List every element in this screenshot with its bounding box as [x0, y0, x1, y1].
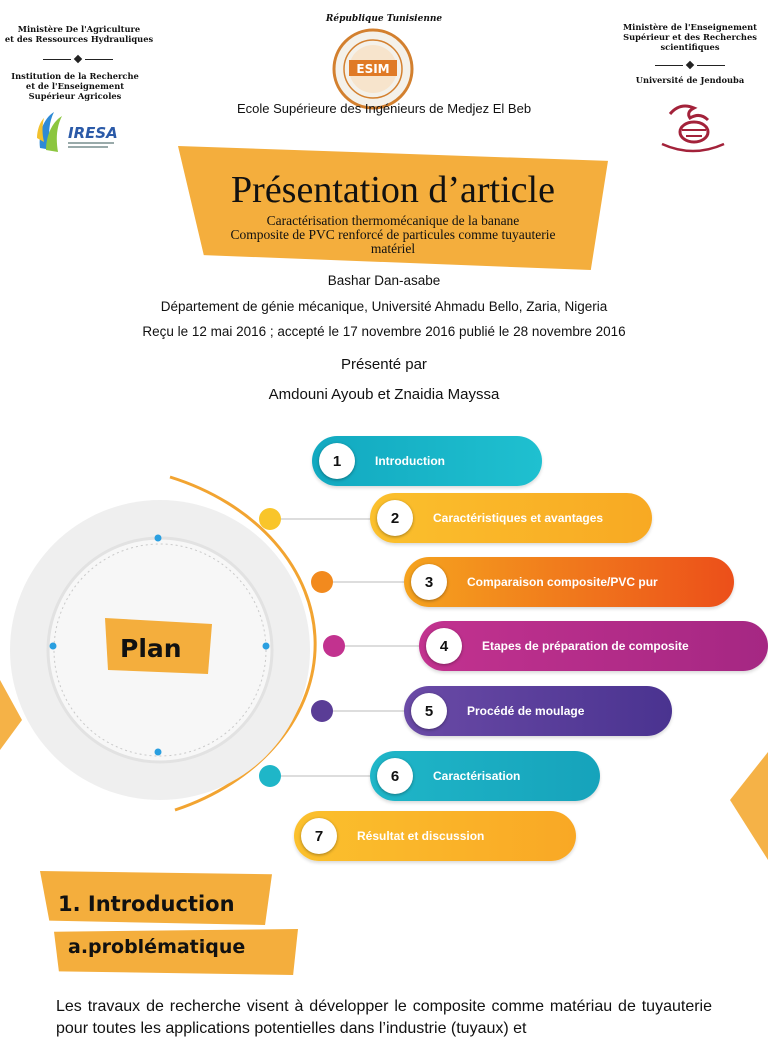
section-heading: 1. Introduction — [58, 892, 235, 916]
jendouba-logo — [656, 100, 730, 160]
section-body-text: Les travaux de recherche visent à développer le composite comme matériau de tuyauterie pour toutes les applications potentielles dans l’industrie (tuyaux) et — [56, 998, 712, 1037]
arc-dot-2 — [259, 508, 281, 530]
plan-item-number: 4 — [426, 628, 462, 664]
left-ministry-line-2: et des Ressources Hydrauliques — [4, 34, 154, 44]
article-title-line-1: Caractérisation thermomécanique de la banane — [266, 213, 520, 228]
plan-item-number: 2 — [377, 500, 413, 536]
left-divider — [38, 54, 118, 64]
plan-item-label: Caractérisation — [433, 769, 521, 783]
school-name: Ecole Supérieure des Ingénieurs de Medjez El Beb — [236, 101, 532, 116]
article-author: Bashar Dan-asabe — [327, 273, 441, 288]
plan-item-number: 1 — [319, 443, 355, 479]
plan-item-4 — [419, 621, 768, 671]
plan-node-bottom — [155, 749, 162, 756]
plan-item-5 — [404, 686, 672, 736]
iresa-logo-text: IRESA — [68, 124, 118, 142]
right-ministry-line-2: Supérieur et des Recherches — [623, 32, 757, 42]
plan-item-number: 6 — [377, 758, 413, 794]
left-ministry — [0, 24, 158, 44]
right-ministry — [614, 22, 766, 52]
presenters: Amdouni Ayoub et Znaidia Mayssa — [268, 386, 500, 403]
left-institution-line-3: Supérieur Agricoles — [28, 91, 122, 101]
plan-item-3 — [404, 557, 734, 607]
arc-dot-5 — [311, 700, 333, 722]
iresa-logo — [34, 108, 124, 154]
presented-by-label: Présenté par — [341, 356, 427, 373]
arc-dot-6 — [259, 765, 281, 787]
plan-item-1 — [312, 436, 542, 486]
plan-item-label: Etapes de préparation de composite — [482, 639, 689, 653]
article-title-line-2: Composite de PVC renforcé de particules comme tuyauterie — [230, 227, 556, 242]
right-university: Université de Jendouba — [635, 75, 745, 85]
arc-dot-4 — [323, 635, 345, 657]
right-ministry-line-3: scientifiques — [660, 42, 720, 52]
article-title — [180, 214, 606, 256]
article-title-line-3: matériel — [370, 241, 416, 256]
plan-item-label: Introduction — [375, 454, 445, 468]
plan-label: Plan — [120, 634, 182, 663]
arc-dot-3 — [311, 571, 333, 593]
plan-node-right — [263, 643, 270, 650]
article-department: Département de génie mécanique, Université Ahmadu Bello, Zaria, Nigeria — [160, 299, 608, 314]
plan-item-label: Caractéristiques et avantages — [433, 511, 604, 525]
plan-item-number: 7 — [301, 818, 337, 854]
plan-item-number: 3 — [411, 564, 447, 600]
plan-item-2 — [370, 493, 652, 543]
plan-node-left — [50, 643, 57, 650]
plan-node-top — [155, 535, 162, 542]
republique-label: République Tunisienne — [325, 14, 443, 24]
plan-item-label: Résultat et discussion — [357, 829, 485, 843]
plan-item-number: 5 — [411, 693, 447, 729]
left-institution-line-2: et de l'Enseignement — [25, 81, 125, 91]
plan-item-7 — [294, 811, 576, 861]
plan-item-label: Procédé de moulage — [467, 704, 585, 718]
article-dates: Reçu le 12 mai 2016 ; accepté le 17 novembre 2016 publié le 28 novembre 2016 — [142, 324, 626, 339]
left-institution — [0, 71, 150, 101]
plan-item-label: Comparaison composite/PVC pur — [467, 575, 658, 589]
right-ministry-line-1: Ministère de l'Enseignement — [623, 22, 757, 32]
plan-item-6 — [370, 751, 600, 801]
esim-logo-text: ESIM — [356, 62, 390, 76]
esim-logo — [332, 28, 414, 110]
left-ministry-line-1: Ministère De l'Agriculture — [17, 24, 141, 34]
right-divider — [650, 60, 730, 70]
left-institution-line-1: Institution de la Recherche — [11, 71, 139, 81]
subsection-heading: a.problématique — [68, 936, 246, 958]
right-decor-shape — [730, 752, 768, 860]
presentation-title: Présentation d’article — [231, 169, 555, 211]
